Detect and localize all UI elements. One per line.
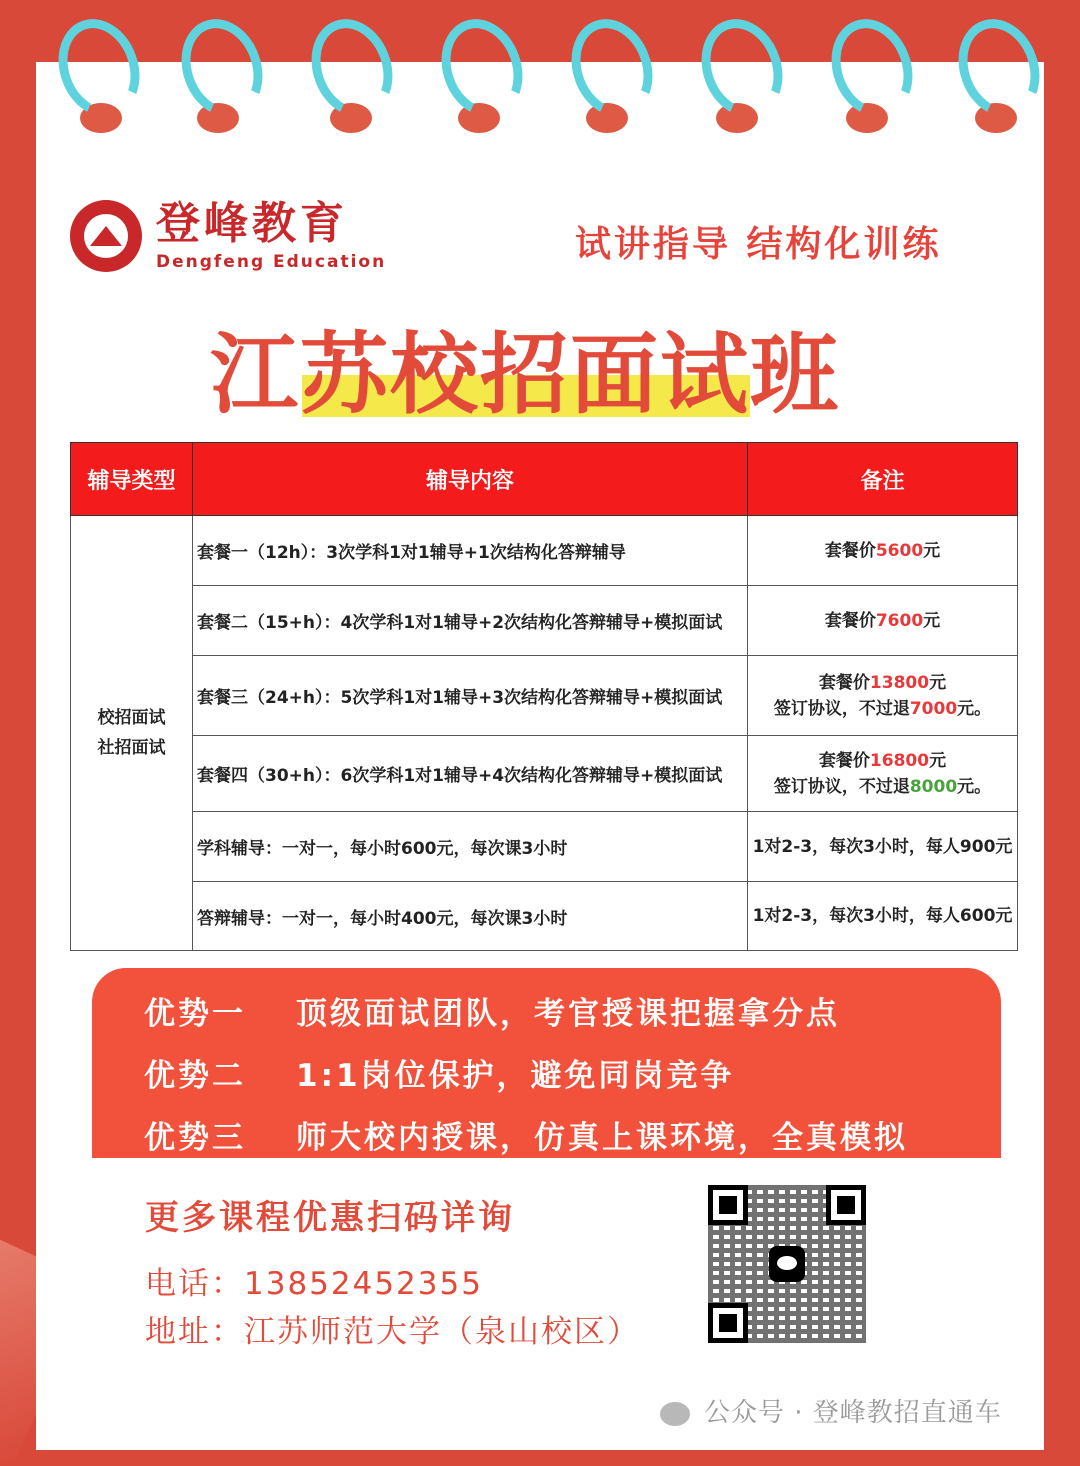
watermark: 公众号 · 登峰教招直通车	[660, 1392, 1002, 1429]
logo-emblem-icon	[70, 200, 142, 272]
wechat-icon	[660, 1402, 690, 1426]
note-cell: 套餐价7600元	[748, 586, 1018, 656]
content-cell: 套餐二（15+h）：4次学科1对1辅导+2次结构化答辩辅导+模拟面试	[193, 586, 748, 656]
page-title: 江苏校招面试班	[210, 323, 841, 426]
brand-logo	[70, 200, 386, 272]
table-header-row	[71, 443, 1018, 516]
advantage-item: 优势三 师大校内授课，仿真上课环境，全真模拟	[144, 1120, 908, 1156]
table-row	[71, 736, 1018, 812]
content-cell: 学科辅导：一对一，每小时600元，每次课3小时	[193, 812, 748, 882]
content-cell: 套餐三（24+h）：5次学科1对1辅导+3次结构化答辩辅导+模拟面试	[193, 656, 748, 736]
advantage-item: 优势一 顶级面试团队，考官授课把握拿分点	[144, 996, 840, 1032]
address-text: 地址：江苏师范大学（泉山校区）	[145, 1314, 640, 1350]
coaching-type-cell: 校招面试 社招面试	[71, 516, 193, 951]
column-header: 辅导内容	[193, 443, 748, 516]
table-row	[71, 516, 1018, 586]
wechat-icon	[769, 1246, 805, 1282]
table-row	[71, 812, 1018, 882]
note-cell: 套餐价13800元 签订协议，不过退7000元。	[748, 656, 1018, 736]
content-cell: 答辩辅导：一对一，每小时400元，每次课3小时	[193, 882, 748, 951]
phone-text: 电话：13852452355	[145, 1266, 483, 1302]
content-cell: 套餐一（12h）：3次学科1对1辅导+1次结构化答辩辅导	[193, 516, 748, 586]
qr-code[interactable]	[708, 1185, 866, 1343]
note-cell: 套餐价5600元	[748, 516, 1018, 586]
column-header: 备注	[748, 443, 1018, 516]
note-cell: 套餐价16800元 签订协议，不过退8000元。	[748, 736, 1018, 812]
table-row	[71, 656, 1018, 736]
column-header: 辅导类型	[71, 443, 193, 516]
brand-name: 登峰教育	[156, 198, 348, 249]
advantages-panel	[92, 968, 1001, 1158]
table-row	[71, 586, 1018, 656]
brand-name-en: Dengfeng Education	[156, 252, 387, 272]
advantage-item: 优势二 1:1岗位保护，避免同岗竞争	[144, 1058, 735, 1094]
slogan: 试讲指导 结构化训练	[575, 224, 942, 265]
package-table	[70, 442, 1018, 951]
note-cell: 1对2-3，每次3小时，每人600元	[748, 882, 1018, 951]
note-cell: 1对2-3，每次3小时，每人900元	[748, 812, 1018, 882]
scan-prompt: 更多课程优惠扫码详询	[145, 1198, 515, 1238]
table-row	[71, 882, 1018, 951]
title-block	[210, 305, 890, 426]
content-cell: 套餐四（30+h）：6次学科1对1辅导+4次结构化答辩辅导+模拟面试	[193, 736, 748, 812]
